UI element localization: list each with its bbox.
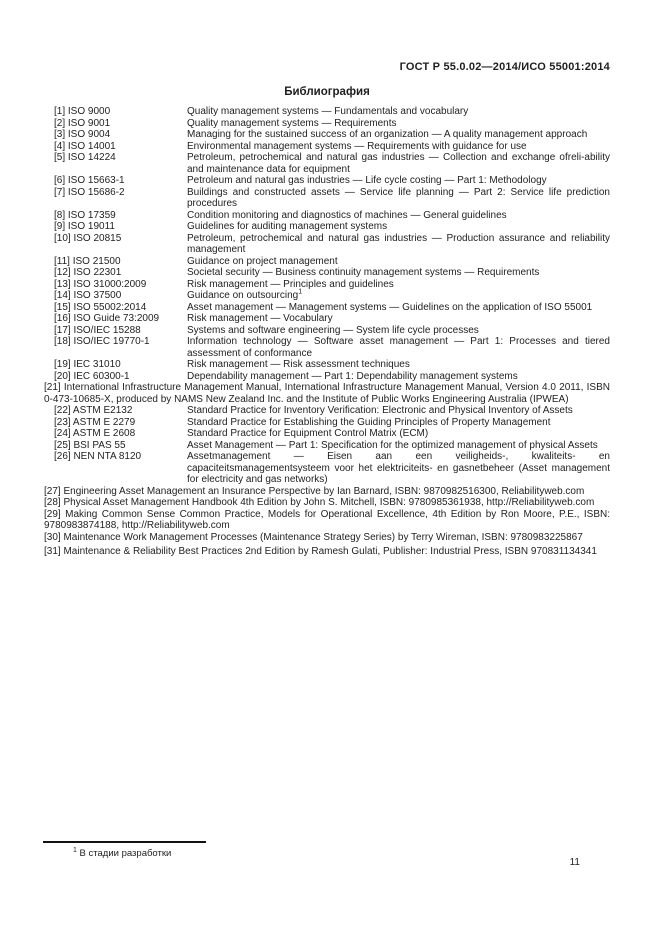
entry-description-text: Systems and software engineering — System life cycle processes (187, 324, 479, 336)
entry-label: [15] ISO 55002:2014 (54, 301, 147, 313)
entry-description-text: Risk management — Vocabulary (187, 313, 333, 324)
bibliography-entry (44, 256, 610, 268)
entry-description (187, 279, 610, 291)
entry-description-text: Condition monitoring and diagnostics of machines — General guidelines (187, 209, 507, 221)
footnote-marker: 1 (73, 846, 77, 854)
bibliography-entry (44, 371, 610, 383)
entry-label: [18] ISO/IEC 19770-1 (54, 336, 150, 347)
bibliography-entry (44, 141, 610, 153)
bibliography-entry (44, 336, 610, 359)
entry-description (187, 302, 610, 314)
bibliography-entry (44, 451, 610, 486)
entry-text: [21] International Infrastructure Management Manual, International Infrastructure Management Manual, Version 4.0 2011, ISBN 0-473-10685-X, produced by NAMS New Zealand Inc. and the Institute of Public Works Engineering Australia (IPWEA) (44, 382, 610, 405)
entry-label: [23] ASTM E 2279 (54, 416, 136, 428)
entry-description (187, 336, 610, 359)
entry-description-text: Guidance on outsourcing (187, 290, 299, 301)
entry-label: [26] NEN NTA 8120 (54, 451, 142, 462)
document-header: ГОСТ Р 55.0.02—2014/ИСО 55001:2014 (399, 61, 610, 73)
bibliography-entry (44, 175, 610, 187)
entry-description-text: Guidance on project management (187, 255, 338, 267)
entry-label: [3] ISO 9004 (54, 129, 111, 140)
bibliography-entry (44, 106, 610, 118)
entry-label: [24] ASTM E 2608 (54, 428, 136, 439)
bibliography-entry (44, 428, 610, 440)
entry-description (187, 440, 610, 452)
entry-text: [29] Making Common Sense Common Practice, Models for Operational Excellence, 4th Edition by Ron Moore, P.E., ISBN: 9780983874188, http://Reliabilityweb.com (44, 508, 610, 531)
entry-label: [6] ISO 15663-1 (54, 175, 125, 186)
bibliography-entry (44, 187, 610, 210)
entry-description-text: Risk management — Risk assessment techniques (187, 359, 410, 370)
entry-description-text: Standard Practice for Equipment Control Matrix (ECM) (187, 428, 429, 439)
entry-label: [7] ISO 15686-2 (54, 186, 125, 198)
entry-description-text: Asset Management — Part 1: Specification for the optimized management of physical Assets (187, 439, 598, 451)
bibliography-entry (44, 221, 610, 233)
page-number: 11 (569, 857, 580, 868)
entry-description-text: Quality management systems — Requirements (187, 117, 397, 129)
entry-description (187, 428, 610, 440)
entry-label: [12] ISO 22301 (54, 267, 122, 278)
entry-description-text: Information technology — Software asset management — Part 1: Processes and tiered assessment of conformance (187, 336, 610, 359)
entry-description-text: Buildings and constructed assets — Service life planning — Part 2: Service life prediction procedures (187, 186, 610, 209)
entry-description (187, 313, 610, 325)
entry-description (187, 325, 610, 337)
entry-description (187, 106, 610, 118)
entry-description-text: Guidelines for auditing management systems (187, 221, 388, 232)
entry-description-text: Managing for the sustained success of an organization — A quality management approach (187, 129, 588, 140)
bibliography-entry (44, 359, 610, 371)
entry-description-text: Quality management systems — Fundamentals and vocabulary (187, 106, 469, 117)
bibliography-entry (44, 279, 610, 291)
bibliography-entry (44, 509, 610, 532)
bibliography-entry (44, 290, 610, 302)
entry-label: [20] IEC 60300-1 (54, 370, 130, 382)
bibliography-entry (44, 532, 610, 544)
entry-description-text: Environmental management systems — Requirements with guidance for use (187, 140, 527, 152)
bibliography-entry (44, 546, 610, 558)
entry-description-text: Petroleum, petrochemical and natural gas industries — Collection and exchange ofreli-ability and maintenance data for equipment (187, 152, 610, 175)
bibliography-entry (44, 405, 610, 417)
bibliography-list (44, 106, 610, 558)
footnote-text: В стадии разработки (79, 848, 172, 859)
entry-description (187, 256, 610, 268)
entry-label: [1] ISO 9000 (54, 106, 111, 117)
entry-description-text: Societal security — Business continuity management systems — Requirements (187, 267, 540, 278)
entry-description (187, 359, 610, 371)
bibliography-entry (44, 440, 610, 452)
bibliography-entry (44, 497, 610, 509)
entry-description (187, 210, 610, 222)
entry-label: [5] ISO 14224 (54, 152, 116, 163)
entry-text: [28] Physical Asset Management Handbook 4th Edition by John S. Mitchell, ISBN: 9780985361938, http://Reliabilityweb.com (44, 497, 595, 508)
entry-label: [25] BSI PAS 55 (54, 439, 126, 451)
entry-description (187, 152, 610, 175)
entry-description-text: Petroleum, petrochemical and natural gas industries — Production assurance and reliability management (187, 232, 610, 255)
entry-text: [31] Maintenance & Reliability Best Practices 2nd Edition by Ramesh Gulati, Publisher: Industrial Press, ISBN 970831134341 (44, 546, 597, 557)
entry-label: [11] ISO 21500 (54, 255, 121, 267)
entry-label: [9] ISO 19011 (54, 221, 115, 232)
entry-description (187, 267, 610, 279)
entry-label: [19] IEC 31010 (54, 359, 121, 370)
entry-description-text: Asset management — Management systems — Guidelines on the application of ISO 55001 (187, 301, 593, 313)
entry-description-text: Standard Practice for Establishing the Guiding Principles of Property Management (187, 416, 551, 428)
entry-description-text: Petroleum and natural gas industries — Life cycle costing — Part 1: Methodology (187, 175, 547, 186)
bibliography-entry (44, 417, 610, 429)
entry-label: [16] ISO Guide 73:2009 (54, 313, 160, 324)
entry-description (187, 221, 610, 233)
entry-description (187, 451, 610, 486)
bibliography-entry (44, 486, 610, 498)
bibliography-entry (44, 267, 610, 279)
entry-description (187, 187, 610, 210)
entry-text: [27] Engineering Asset Management an Insurance Perspective by Ian Barnard, ISBN: 9870982516300, Reliabilityweb.com (44, 485, 585, 497)
entry-description-text: Risk management — Principles and guidelines (187, 278, 394, 290)
entry-description (187, 118, 610, 130)
bibliography-entry (44, 118, 610, 130)
entry-description (187, 233, 610, 256)
bibliography-entry (44, 313, 610, 325)
bibliography-entry (44, 382, 610, 405)
bibliography-entry (44, 233, 610, 256)
entry-description-text: Assetmanagement — Eisen aan een veiligheids-, kwaliteits- en capaciteitsmanagementsysteem voor het elektriciteits- en gasnetbeheer (Asset management for electricity and gas networks) (187, 451, 610, 485)
entry-description (187, 371, 610, 383)
entry-label: [22] ASTM E2132 (54, 405, 133, 416)
entry-label: [10] ISO 20815 (54, 232, 122, 244)
entry-description (187, 417, 610, 429)
entry-description (187, 290, 610, 302)
entry-label: [2] ISO 9001 (54, 117, 111, 129)
entry-description-text: Standard Practice for Inventory Verification: Electronic and Physical Inventory of Assets (187, 405, 573, 416)
bibliography-entry (44, 302, 610, 314)
entry-text: [30] Maintenance Work Management Processes (Maintenance Strategy Series) by Terry Wireman, ISBN: 9780983225867 (44, 531, 583, 543)
bibliography-entry (44, 129, 610, 141)
footnote-divider (43, 841, 206, 843)
entry-label: [17] ISO/IEC 15288 (54, 324, 141, 336)
page-title: Библиография (284, 86, 370, 98)
entry-description (187, 405, 610, 417)
entry-description-text: Dependability management — Part 1: Dependability management systems (187, 370, 518, 382)
entry-description (187, 129, 610, 141)
reference-superscript: 1 (298, 288, 303, 296)
entry-label: [14] ISO 37500 (54, 290, 122, 301)
entry-label: [8] ISO 17359 (54, 209, 116, 221)
entry-label: [4] ISO 14001 (54, 140, 116, 152)
entry-label: [13] ISO 31000:2009 (54, 278, 147, 290)
entry-description (187, 141, 610, 153)
entry-description (187, 175, 610, 187)
bibliography-entry (44, 152, 610, 175)
bibliography-entry (44, 210, 610, 222)
bibliography-entry (44, 325, 610, 337)
